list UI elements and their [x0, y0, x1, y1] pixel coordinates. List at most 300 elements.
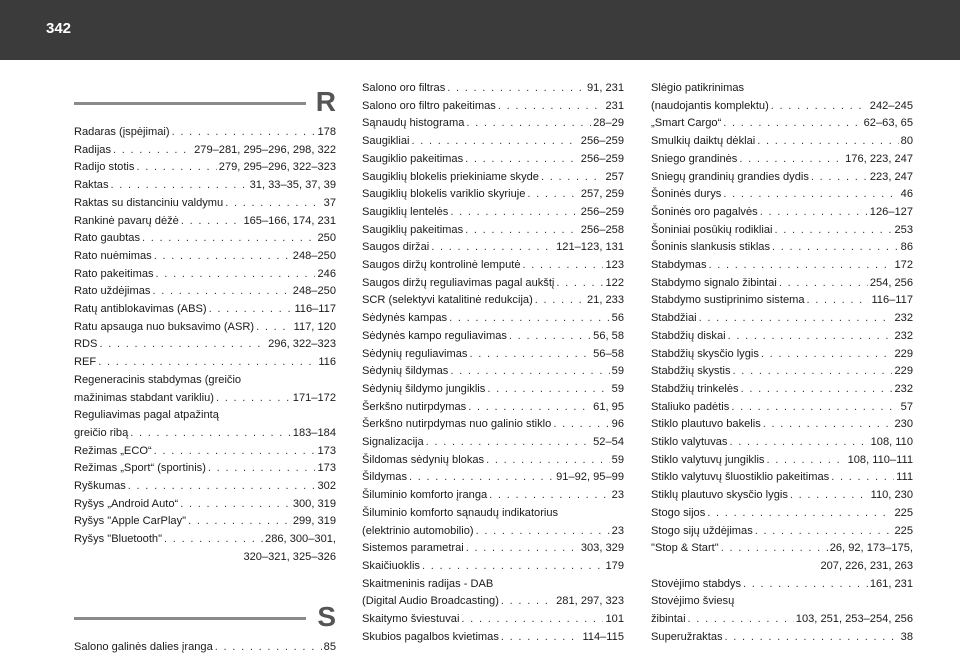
page-reference: 299, 319	[292, 515, 336, 528]
index-term: Stabdžių diskai	[651, 329, 726, 342]
index-entry	[362, 469, 624, 487]
index-entry	[362, 363, 624, 381]
index-term: Saugiklių blokelis variklio skyriuje	[362, 188, 526, 201]
page-reference: 26, 92, 173–175,	[829, 542, 913, 555]
leader-dots	[486, 452, 610, 470]
page-reference: 232	[894, 329, 913, 342]
index-entry	[651, 469, 913, 487]
leader-dots	[431, 239, 554, 257]
index-entry	[362, 98, 624, 116]
index-entry	[651, 540, 913, 558]
page-reference: 116–117	[294, 303, 336, 316]
index-term: Raktas su distanciniu valdymu	[74, 196, 224, 209]
leader-dots	[527, 186, 578, 204]
index-term: Saugikliai	[362, 135, 410, 148]
leader-dots	[99, 336, 266, 354]
index-term: Šoninės durys	[651, 188, 722, 201]
leader-dots	[535, 292, 585, 310]
index-entry	[651, 151, 913, 169]
index-entry-line: Stovėjimo šviesų	[651, 595, 735, 608]
page-reference: 46	[900, 188, 913, 201]
index-term: Stabdymo signalo žibintai	[651, 276, 777, 289]
page-reference: 110, 230	[870, 489, 913, 502]
index-term: Stogo sijos	[651, 506, 706, 519]
index-entry	[74, 513, 336, 531]
index-term: Salono oro filtro pakeitimas	[362, 99, 496, 112]
index-entry	[74, 266, 336, 284]
index-term: Stiklo valytuvų šluostiklio pakeitimas	[651, 471, 830, 484]
index-term: Radaras (įspėjimai)	[74, 126, 170, 138]
index-term: žibintai	[651, 613, 686, 626]
section-header-s	[74, 599, 336, 635]
index-term: Stabdymo sustiprinimo sistema	[651, 294, 805, 307]
index-term: Šoninis slankusis stiklas	[651, 241, 770, 254]
index-term: Sėdynių reguliavimas	[362, 347, 468, 360]
leader-dots	[447, 80, 585, 98]
leader-dots	[721, 540, 828, 558]
index-entry	[74, 159, 336, 177]
index-entry-line: Reguliavimas pagal atpažintą	[74, 409, 219, 422]
index-entry	[362, 611, 624, 629]
leader-dots	[553, 416, 609, 434]
index-entry	[651, 222, 913, 240]
index-entry	[651, 346, 913, 364]
page-reference: 178	[317, 126, 336, 138]
index-entry	[362, 186, 624, 204]
index-entry	[362, 239, 624, 257]
leader-dots	[523, 257, 604, 275]
index-column-3	[651, 0, 913, 647]
page-reference: 31, 33–35, 37, 39	[249, 179, 336, 192]
leader-dots	[811, 169, 868, 187]
index-entry	[74, 301, 336, 319]
page-reference: 57	[900, 400, 913, 413]
index-term: Smulkių daiktų dėklai	[651, 135, 756, 148]
leader-dots	[757, 133, 898, 151]
section-rule	[74, 617, 306, 620]
index-entry	[74, 460, 336, 478]
index-entry	[74, 639, 336, 656]
leader-dots	[172, 124, 316, 142]
index-entry	[362, 381, 624, 399]
leader-dots	[215, 639, 322, 656]
page-reference: 101	[605, 613, 624, 626]
index-entry	[362, 399, 624, 417]
page-reference: 279–281, 295–296, 298, 322	[194, 143, 336, 156]
index-entry	[651, 523, 913, 541]
page-reference: 116–117	[871, 294, 913, 307]
leader-dots	[180, 496, 291, 514]
page-reference: 121–123, 131	[556, 241, 624, 254]
index-entry	[651, 275, 913, 293]
leader-dots	[707, 505, 892, 523]
index-term: Skubios pagalbos kvietimas	[362, 630, 499, 643]
index-term: greičio ribą	[74, 426, 129, 439]
index-entry	[74, 319, 336, 337]
index-entry	[362, 416, 624, 434]
page-reference: 28–29	[593, 117, 624, 130]
page-reference: 59	[611, 382, 624, 395]
index-term: Saugos diržų reguliavimas pagal aukštį	[362, 276, 555, 289]
index-entry	[651, 434, 913, 452]
page-reference: 59	[611, 365, 624, 378]
page-reference: 230	[894, 418, 913, 431]
page-reference: 254, 256	[869, 276, 913, 289]
page-reference: 256–259	[580, 205, 624, 218]
index-term: Radijo stotis	[74, 161, 135, 174]
index-term: Šildomas sėdynių blokas	[362, 453, 485, 466]
index-term: Stabdžių skystis	[651, 365, 731, 378]
index-term: Sąnaudų histograma	[362, 117, 465, 130]
index-term: Stovėjimo stabdys	[651, 577, 742, 590]
leader-dots	[450, 363, 609, 381]
index-term: REF	[74, 356, 97, 369]
leader-dots	[760, 204, 868, 222]
index-entry-line: Šiluminio komforto sąnaudų indikatorius	[362, 506, 559, 519]
page-reference: 248–250	[292, 285, 336, 298]
index-term: (naudojantis komplektu)	[651, 99, 769, 112]
index-term: Sėdynės kampas	[362, 312, 448, 325]
index-entry	[362, 204, 624, 222]
index-entry	[362, 593, 624, 611]
leader-dots	[498, 98, 604, 116]
index-term: Rato nuėmimas	[74, 249, 152, 262]
page-reference: 117, 120	[293, 320, 336, 333]
page-reference: 253	[894, 223, 913, 236]
leader-dots	[741, 381, 893, 399]
index-entry	[651, 204, 913, 222]
index-entry	[362, 629, 624, 647]
index-term: Salono oro filtras	[362, 82, 446, 94]
index-entry	[651, 310, 913, 328]
index-list-s-part3	[651, 80, 913, 647]
index-term: (Digital Audio Broadcasting)	[362, 595, 499, 608]
index-term: Sėdynių šildymo jungiklis	[362, 382, 486, 395]
page-reference: 229	[894, 347, 913, 360]
page-reference: 165–166, 174, 231	[243, 214, 336, 227]
index-term: Ratų antiblokavimas (ABS)	[74, 303, 207, 316]
index-entry	[362, 523, 624, 541]
page-reference: 232	[894, 382, 913, 395]
index-entry	[362, 328, 624, 346]
page-reference: 56	[611, 312, 624, 325]
page-reference: 103, 251, 253–254, 256	[795, 613, 913, 626]
index-entry	[74, 177, 336, 195]
index-entry	[651, 452, 913, 470]
page-reference: 250	[317, 232, 336, 245]
index-term: Stabdžių trinkelės	[651, 382, 739, 395]
index-entry	[651, 629, 913, 647]
leader-dots	[807, 292, 870, 310]
index-term: Stiklo plautuvo bakelis	[651, 418, 761, 431]
leader-dots	[450, 204, 578, 222]
index-term: Staliuko padėtis	[651, 400, 730, 413]
leader-dots	[188, 513, 291, 531]
leader-dots	[111, 177, 248, 195]
index-entry	[651, 381, 913, 399]
index-entry	[651, 505, 913, 523]
index-term: Stabdžių skysčio lygis	[651, 347, 759, 360]
index-term: Ryšys "Bluetooth"	[74, 533, 163, 546]
page-reference: 281, 297, 323	[556, 595, 624, 608]
index-entry	[74, 195, 336, 213]
page-reference: 108, 110–111	[847, 453, 913, 466]
index-term: Stiklo valytuvas	[651, 436, 728, 449]
leader-dots	[774, 222, 892, 240]
leader-dots	[487, 381, 609, 399]
index-term: Stogo sijų uždėjimas	[651, 524, 753, 537]
leader-dots	[216, 390, 291, 408]
leader-dots	[772, 239, 899, 257]
leader-dots	[739, 151, 843, 169]
leader-dots	[723, 115, 861, 133]
leader-dots	[723, 186, 898, 204]
index-term: Sėdynių šildymas	[362, 365, 449, 378]
index-column-2	[362, 0, 624, 647]
index-entry	[362, 310, 624, 328]
index-term: Saugiklio pakeitimas	[362, 152, 464, 165]
page-reference: 56–58	[593, 347, 624, 360]
page-reference: 91, 231	[586, 82, 624, 94]
page-reference: 257, 259	[580, 188, 624, 201]
leader-dots	[208, 460, 316, 478]
index-entry	[362, 169, 624, 187]
index-entry	[74, 213, 336, 231]
leader-dots	[541, 169, 604, 187]
page-reference-continued: 320–321, 325–326	[243, 550, 336, 563]
index-term: Saugiklių blokelis priekiniame skyde	[362, 170, 539, 183]
index-entry	[74, 142, 336, 160]
index-term: Ryšys "Apple CarPlay"	[74, 515, 187, 528]
index-entry-line: Regeneracinis stabdymas (greičio	[74, 373, 242, 386]
page-reference: 126–127	[869, 205, 913, 218]
index-entry-line: Skaitmeninis radijas - DAB	[362, 577, 494, 590]
leader-dots	[128, 478, 316, 496]
leader-dots	[209, 301, 293, 319]
page-reference: 85	[323, 640, 336, 653]
page-number: 342	[46, 20, 72, 37]
index-entry	[651, 363, 913, 381]
index-entry	[651, 576, 913, 594]
leader-dots	[779, 275, 868, 293]
index-entry	[362, 558, 624, 576]
index-entry	[74, 230, 336, 248]
page-reference: 52–54	[593, 436, 624, 449]
index-term: Superužraktas	[651, 630, 723, 643]
index-term: Saugos diržai	[362, 241, 430, 254]
page-reference: 96	[611, 418, 624, 431]
leader-dots	[731, 399, 898, 417]
index-entry	[74, 478, 336, 496]
section-rule	[74, 102, 306, 105]
page-reference: 123	[605, 259, 624, 272]
index-entry	[362, 80, 624, 98]
index-term: Sistemos parametrai	[362, 542, 464, 555]
leader-dots	[422, 558, 604, 576]
index-entry	[362, 487, 624, 505]
page-reference: 38	[900, 630, 913, 643]
index-term: Sėdynės kampo reguliavimas	[362, 329, 507, 342]
leader-dots	[152, 283, 290, 301]
page-reference: 21, 233	[586, 294, 624, 307]
index-term: Šoniniai posūkių rodikliai	[651, 223, 773, 236]
index-term: Saugiklių lentelės	[362, 205, 449, 218]
page-reference: 279, 295–296, 322–323	[218, 161, 336, 174]
index-entry	[74, 124, 336, 142]
page-reference-continued: 207, 226, 231, 263	[820, 559, 913, 572]
page-reference: 242–245	[869, 99, 913, 112]
page-reference: 116	[318, 356, 336, 369]
page-reference: 246	[317, 267, 336, 280]
index-term: mažinimas stabdant varikliu)	[74, 391, 214, 404]
leader-dots	[449, 310, 610, 328]
page-reference: 161, 231	[869, 577, 913, 590]
leader-dots	[755, 523, 893, 541]
page-reference: 59	[611, 453, 624, 466]
index-entry-line: Slėgio patikrinimas	[651, 82, 745, 94]
section-header-r	[74, 84, 336, 120]
leader-dots	[465, 222, 579, 240]
index-term: Sniegų grandinių grandies dydis	[651, 170, 809, 183]
page-reference: 225	[894, 524, 913, 537]
leader-dots	[466, 115, 591, 133]
page-reference: 23	[611, 489, 624, 502]
index-term: "Stop & Start"	[651, 542, 719, 555]
leader-dots	[469, 346, 591, 364]
page-reference: 256–258	[580, 223, 624, 236]
page-reference: 256–259	[580, 152, 624, 165]
index-entry	[74, 336, 336, 354]
page-reference: 286, 300–301,	[265, 533, 336, 546]
leader-dots	[142, 230, 315, 248]
index-term: Šoninės oro pagalvės	[651, 205, 758, 218]
page-reference: 108, 110	[870, 436, 913, 449]
page-reference: 296, 322–323	[268, 338, 336, 351]
leader-dots	[790, 487, 869, 505]
index-entry	[74, 283, 336, 301]
leader-dots	[154, 443, 316, 461]
index-term: (elektrinio automobilio)	[362, 524, 474, 537]
page-reference: 300, 319	[292, 497, 336, 510]
index-term: Skaičiuoklis	[362, 559, 420, 572]
index-entry	[651, 416, 913, 434]
section-letter-s: S	[317, 600, 336, 632]
index-entry	[74, 248, 336, 266]
index-entry	[362, 540, 624, 558]
leader-dots	[181, 213, 242, 231]
page-reference: 111	[896, 471, 913, 484]
index-term: Raktas	[74, 179, 109, 192]
page-reference: 223, 247	[869, 170, 913, 183]
page-reference: 232	[894, 312, 913, 325]
index-entry	[74, 531, 336, 549]
page-reference: 172	[894, 259, 913, 272]
index-entry	[651, 399, 913, 417]
index-entry	[74, 496, 336, 514]
page-reference: 229	[894, 365, 913, 378]
leader-dots	[409, 469, 554, 487]
index-term: Stabdžiai	[651, 312, 697, 325]
page-reference: 176, 223, 247	[845, 152, 913, 165]
index-entry	[651, 328, 913, 346]
index-term: RDS	[74, 338, 98, 351]
index-term: Stiklo valytuvų jungiklis	[651, 453, 765, 466]
leader-dots	[468, 399, 591, 417]
index-entry	[74, 354, 336, 372]
index-term: Signalizacija	[362, 436, 424, 449]
index-term: Sniego grandinės	[651, 152, 738, 165]
leader-dots	[154, 248, 291, 266]
leader-dots	[426, 434, 591, 452]
index-entry	[651, 115, 913, 133]
page-reference: 173	[317, 444, 336, 457]
index-term: Saugiklių pakeitimas	[362, 223, 464, 236]
index-term: Režimas „Sport“ (sportinis)	[74, 462, 206, 475]
page-reference: 122	[605, 276, 624, 289]
page-reference: 61, 95	[593, 400, 624, 413]
index-entry	[362, 257, 624, 275]
index-entry	[74, 443, 336, 461]
leader-dots	[501, 593, 554, 611]
page-reference: 256–259	[580, 135, 624, 148]
leader-dots	[509, 328, 591, 346]
page-reference: 257	[605, 170, 624, 183]
leader-dots	[113, 142, 192, 160]
leader-dots	[743, 576, 868, 594]
page-reference: 231	[605, 99, 624, 112]
index-entry	[651, 611, 913, 629]
leader-dots	[136, 159, 216, 177]
index-entry	[362, 222, 624, 240]
index-term: Rankinė pavarų dėžė	[74, 214, 179, 227]
index-entry	[362, 115, 624, 133]
index-term: Stiklų plautuvo skysčio lygis	[651, 489, 788, 502]
index-term: SCR (selektyvi katalitinė redukcija)	[362, 294, 533, 307]
page-reference: 23	[611, 524, 624, 537]
page-reference: 91–92, 95–99	[556, 471, 624, 484]
page-reference: 56, 58	[593, 329, 624, 342]
index-term: Ryšys „Android Auto“	[74, 497, 179, 510]
index-term: Ryškumas	[74, 480, 126, 493]
leader-dots	[466, 540, 579, 558]
index-list-s	[74, 639, 336, 656]
leader-dots	[831, 469, 894, 487]
index-list-s-part2	[362, 80, 624, 647]
index-term: Saugos diržų kontrolinė lemputė	[362, 259, 521, 272]
index-term: Stabdymas	[651, 259, 707, 272]
index-entry	[362, 292, 624, 310]
index-term: Šerkšno nutirpdymas	[362, 400, 467, 413]
leader-dots	[461, 611, 603, 629]
leader-dots	[465, 151, 579, 169]
index-term: Režimas „ECO“	[74, 444, 152, 457]
index-term: Radijas	[74, 143, 111, 156]
leader-dots	[556, 275, 603, 293]
page-reference: 225	[894, 506, 913, 519]
page-reference: 37	[323, 196, 336, 209]
page-reference: 171–172	[292, 391, 336, 404]
index-term: Skaitymo šviestuvai	[362, 613, 460, 626]
leader-dots	[725, 629, 899, 647]
index-entry	[362, 133, 624, 151]
leader-dots	[156, 266, 316, 284]
index-term: Rato uždėjimas	[74, 285, 151, 298]
page-reference: 179	[605, 559, 624, 572]
index-list-r	[74, 124, 336, 567]
leader-dots	[761, 346, 893, 364]
leader-dots	[688, 611, 794, 629]
page-reference: 302	[317, 480, 336, 493]
